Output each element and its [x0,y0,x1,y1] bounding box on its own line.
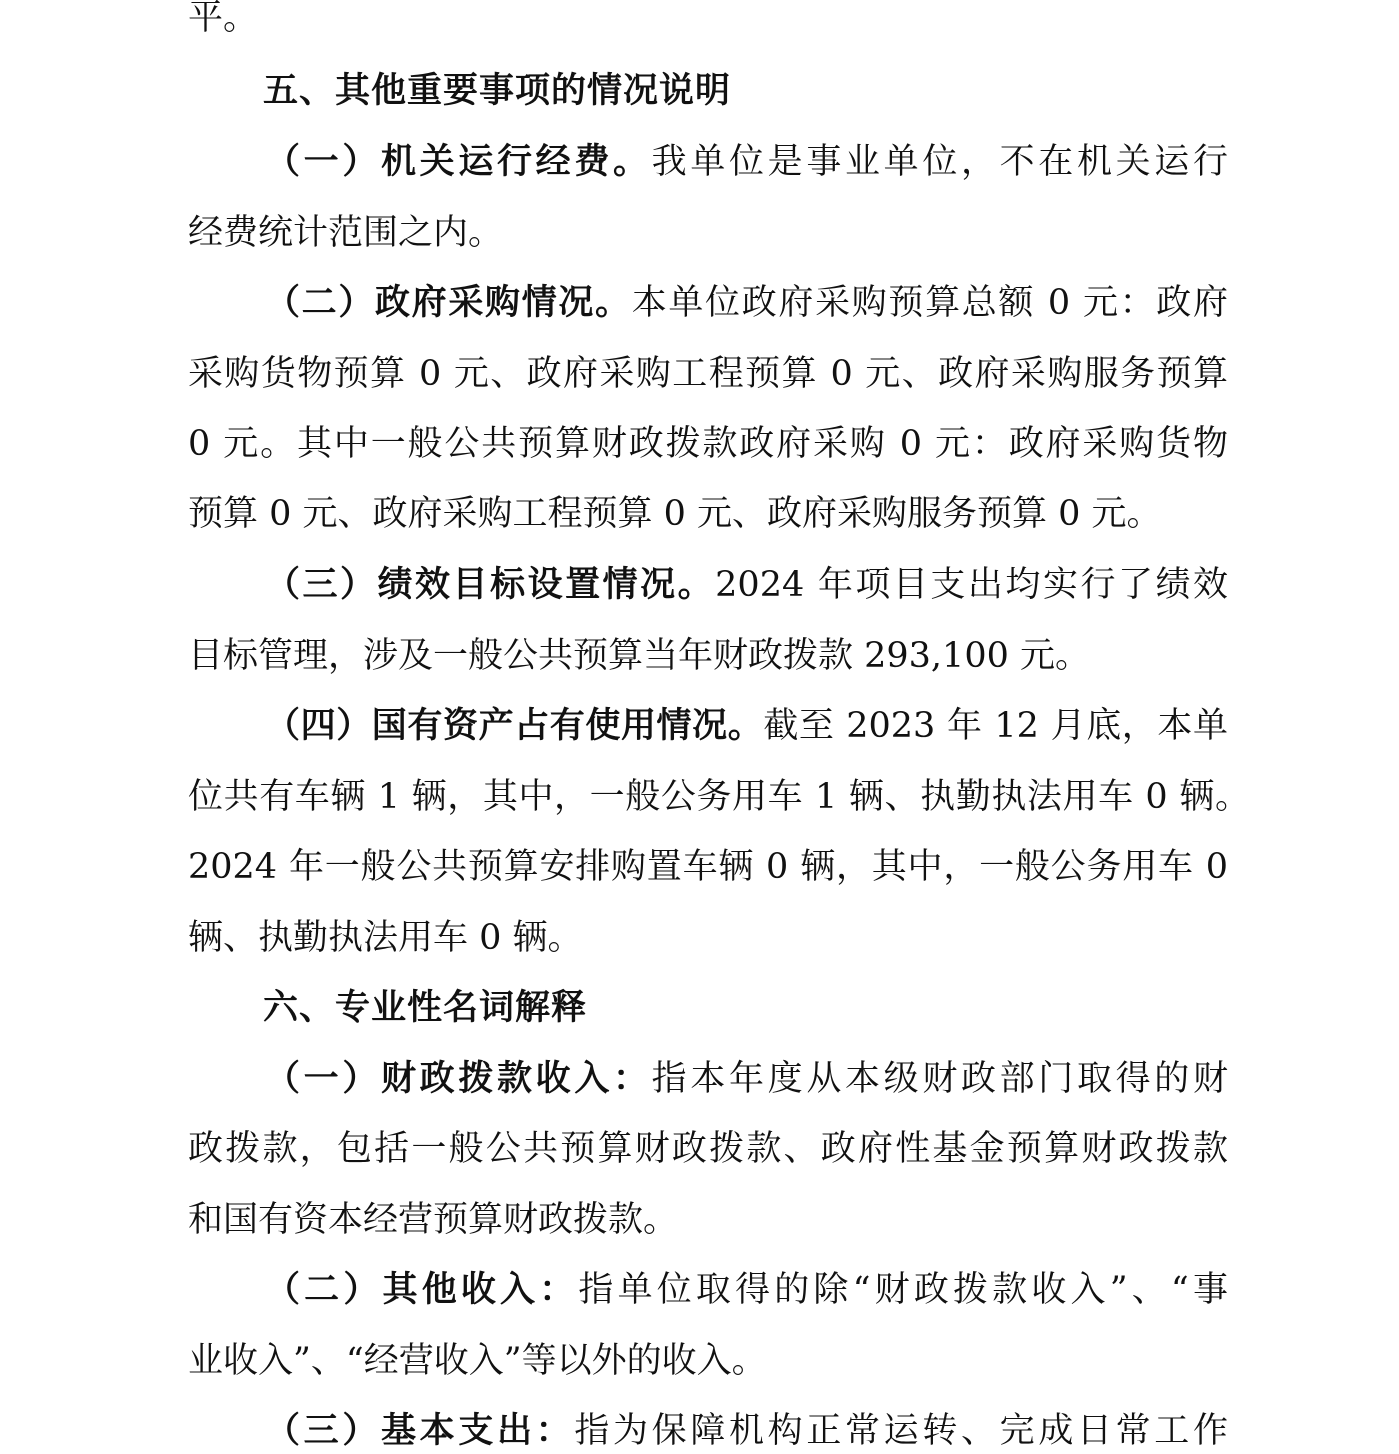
item-title: （一）财政拨款收入： [265,1059,652,1099]
item-title: （二）政府采购情况。 [265,283,632,323]
item-text: 指本年度从本级财政部门取得的财 [651,1059,1228,1099]
paragraph-line: 经费统计范围之内。 [188,213,504,253]
paragraph-line [265,706,1228,746]
item-text: 截至 2023 年 12 月底，本单 [763,706,1228,746]
paragraph-line [265,1270,1228,1310]
item-text: 指单位取得的除“财政拨款收入”、“事 [578,1270,1228,1310]
paragraph-line [265,283,1228,323]
paragraph-fragment: 平。 [188,0,259,38]
paragraph-line: 和国有资本经营预算财政拨款。 [188,1200,679,1240]
paragraph-line: 0 元。其中一般公共预算财政拨款政府采购 0 元：政府采购货物 [188,424,1228,464]
item-text: 本单位政府采购预算总额 0 元：政府 [631,283,1228,323]
paragraph-line: 目标管理，涉及一般公共预算当年财政拨款 293,100 元。 [188,636,1090,676]
paragraph-line [265,1059,1228,1099]
item-text: 指为保障机构正常运转、完成日常工作 [574,1411,1228,1451]
section-heading: 五、其他重要事项的情况说明 [263,71,732,111]
paragraph-line: 2024 年一般公共预算安排购置车辆 0 辆，其中，一般公务用车 0 [188,847,1228,887]
item-text: 我单位是事业单位，不在机关运行 [651,142,1228,182]
item-title: （二）其他收入： [265,1270,579,1310]
item-title: （一）机关运行经费。 [265,142,652,182]
item-title: （三）绩效目标设置情况。 [265,565,716,605]
paragraph-line: 预算 0 元、政府采购工程预算 0 元、政府采购服务预算 0 元。 [188,494,1162,534]
item-title: （三）基本支出： [265,1411,575,1451]
item-text: 2024 年项目支出均实行了绩效 [715,565,1228,605]
paragraph-line: 位共有车辆 1 辆，其中，一般公务用车 1 辆、执勤执法用车 0 辆。 [188,777,1250,817]
item-title: （四）国有资产占有使用情况。 [265,706,764,746]
paragraph-line: 政拨款，包括一般公共预算财政拨款、政府性基金预算财政拨款 [188,1129,1228,1169]
paragraph-line [265,1411,1228,1451]
paragraph-line: 业收入”、“经营收入”等以外的收入。 [188,1341,767,1381]
paragraph-line: 辆、执勤执法用车 0 辆。 [188,918,583,958]
section-heading: 六、专业性名词解释 [263,988,588,1028]
paragraph-line: 采购货物预算 0 元、政府采购工程预算 0 元、政府采购服务预算 [188,354,1228,394]
paragraph-line [265,565,1228,605]
paragraph-line [265,142,1228,182]
